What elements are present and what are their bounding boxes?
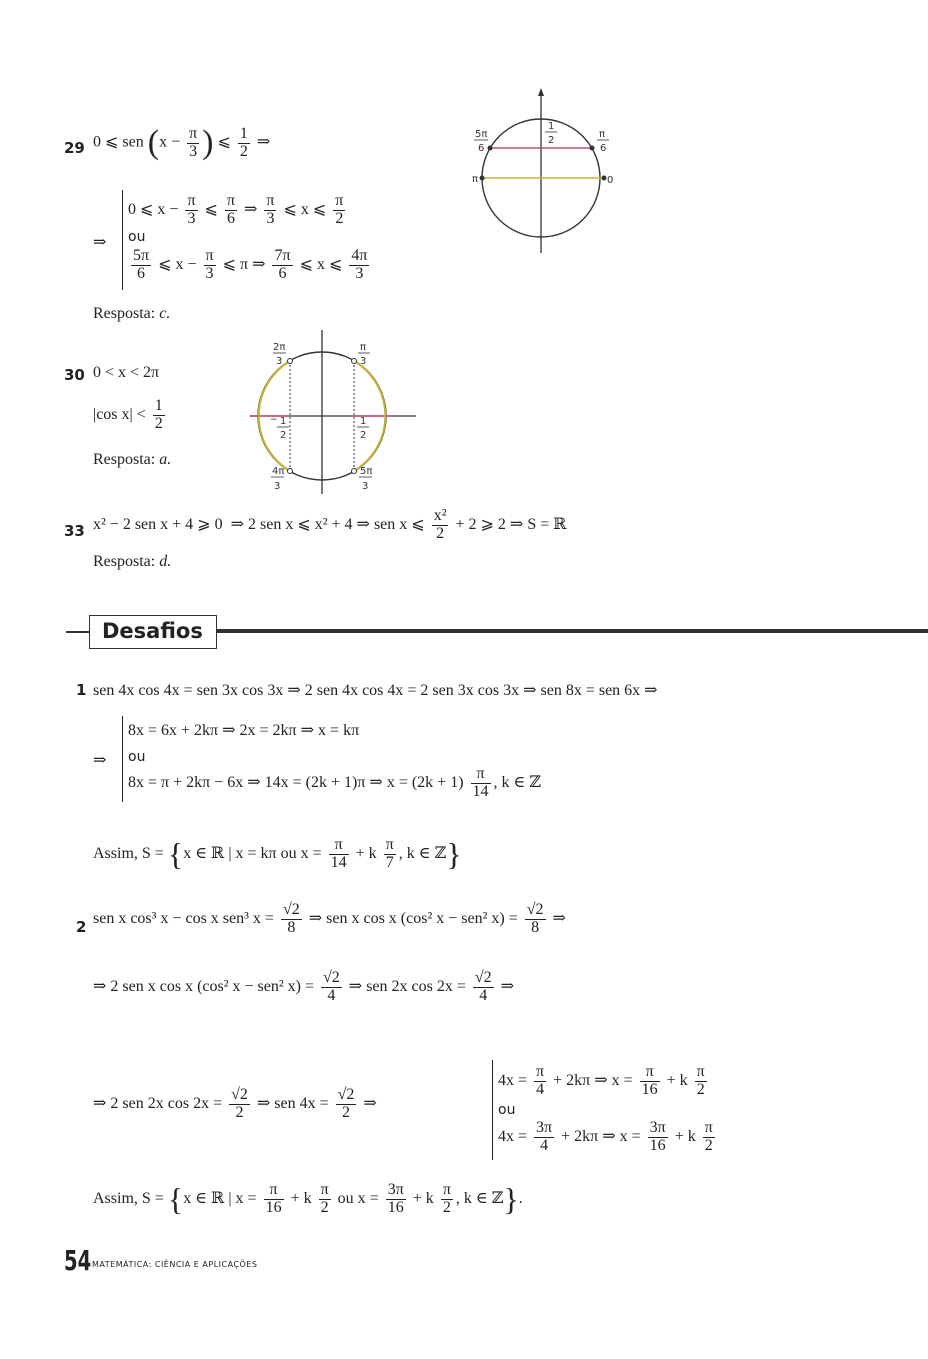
ex30-label-neg-half: − (270, 415, 278, 425)
ex29-brace (122, 190, 123, 290)
desafio1-implies: ⇒ (93, 752, 107, 769)
ex29-point-5pi6 (488, 146, 493, 151)
ex29-number: 29 (64, 139, 85, 157)
svg-text:3: 3 (276, 356, 283, 367)
desafio2-solution: Assim, S = {x ∈ ℝ | x = $\frac{\pi}{16}$ + k $\frac{\pi}{2}$ ou x = $\frac{3\pi}{16}$ + k $\frac{\pi}{2}$ , k ∈ ℤ}. (93, 1181, 523, 1217)
svg-text:2: 2 (280, 430, 287, 441)
desafio2-ou: ou (498, 1102, 516, 1118)
ex29-label-pi6: π (599, 129, 606, 140)
ex30-label-half: 1 (360, 416, 367, 427)
svg-text:3: 3 (362, 481, 369, 492)
ex33-line1: x² − 2 sen x + 4 ⩾ 0 ⇒ 2 sen x ⩽ x² + 4 ⇒ sen x ⩽ $\frac{\text{x²}}{2}$ + 2 ⩾ 2 ⇒ S = ℝ (93, 507, 567, 542)
desafio2-brace (492, 1060, 493, 1160)
svg-text:3: 3 (360, 356, 367, 367)
desafio1-ou: ou (128, 749, 146, 765)
book-title: MATEMÁTICA: CIÊNCIA E APLICAÇÕES (92, 1260, 258, 1269)
ex30-label-pi3: π (360, 342, 367, 353)
ex29-unit-circle (465, 85, 625, 255)
ex30-label-4pi3: 4π (272, 466, 285, 477)
ex29-point-pi6 (590, 146, 595, 151)
section-title: Desafios (102, 619, 203, 643)
header-rule-left (66, 631, 90, 633)
ex29-label-0: 0 (607, 175, 614, 186)
svg-text:2: 2 (360, 430, 367, 441)
svg-text:2: 2 (548, 135, 555, 146)
ex29-label-pi: π (472, 174, 479, 185)
desafio1-line1: sen 4x cos 4x = sen 3x cos 3x ⇒ 2 sen 4x cos 4x = 2 sen 3x cos 3x ⇒ sen 8x = sen 6x ⇒ (93, 682, 658, 699)
header-rule-right (217, 629, 928, 633)
ex29-label-half: 1 (548, 121, 555, 132)
ex29-implies: ⇒ (93, 234, 107, 251)
desafio1-case1: 8x = 6x + 2kπ ⇒ 2x = 2kπ ⇒ x = kπ (128, 722, 360, 739)
desafio2-case1: 4x = $\frac{\pi}{4}$ + 2kπ ⇒ x = $\frac{\pi}{16}$ + k $\frac{\pi}{2}$ (498, 1063, 705, 1098)
ex29-point-0 (602, 176, 607, 181)
ex29-case1: 0 ⩽ x − $\frac{\pi}{3}$ ⩽ $\frac{\pi}{6}$ ⇒ $\frac{\pi}{3}$ ⩽ x ⩽ $\frac{\pi}{2}$ (128, 192, 344, 227)
ex29-label-5pi6: 5π (475, 129, 488, 140)
svg-text:6: 6 (600, 143, 607, 154)
section-title-box (89, 615, 217, 649)
ex30-line2: |cos x| < $\frac{1}{2}$ (93, 397, 163, 432)
ex29-ou: ou (128, 229, 146, 245)
desafio1-solution: Assim, S = {x ∈ ℝ | x = kπ ou x = $\frac{\pi}{14}$ + k $\frac{\pi}{7}$ , k ∈ ℤ} (93, 836, 462, 872)
desafio2-case2: 4x = $\frac{3\pi}{4}$ + 2kπ ⇒ x = $\frac{3\pi}{16}$ + k $\frac{\pi}{2}$ (498, 1119, 713, 1154)
svg-text:3: 3 (274, 481, 281, 492)
page-number: 54 (64, 1244, 92, 1277)
ex29-case2: $\frac{5\pi}{6}$ ⩽ x − $\frac{\pi}{3}$ ⩽ π ⇒ $\frac{7\pi}{6}$ ⩽ x ⩽ $\frac{4\pi}{3}$ (133, 247, 368, 282)
ex33-number: 33 (64, 522, 85, 540)
svg-text:6: 6 (478, 143, 485, 154)
ex30-label-5pi3: 5π (360, 466, 373, 477)
desafio1-number: 1 (76, 681, 87, 699)
svg-text:1: 1 (280, 416, 287, 427)
ex30-number: 30 (64, 366, 85, 384)
ex30-line1: 0 < x < 2π (93, 364, 160, 381)
ex33-answer: Resposta: d. (93, 553, 172, 570)
desafio1-case2: 8x = π + 2kπ − 6x ⇒ 14x = (2k + 1)π ⇒ x = (2k + 1) $\frac{\pi}{14}$ , k ∈ ℤ (128, 765, 542, 800)
desafio2-line3: ⇒ 2 sen 2x cos 2x = $\frac{√2}{2}$ ⇒ sen 4x = $\frac{√2}{2}$ ⇒ (93, 1086, 377, 1121)
ex29-arrow-icon (538, 88, 544, 96)
ex30-answer: Resposta: a. (93, 451, 172, 468)
ex29-line1: 0 ⩽ sen (x − $\frac{\pi}{3}$ ) ⩽ $\frac{1}{2}$ ⇒ (93, 124, 271, 161)
ex29-answer: Resposta: c. (93, 305, 171, 322)
ex30-label-2pi3: 2π (273, 342, 286, 353)
desafio1-brace (122, 716, 123, 802)
desafio2-line2: ⇒ 2 sen x cos x (cos² x − sen² x) = $\frac{√2}{4}$ ⇒ sen 2x cos 2x = $\frac{√2}{4}$ ⇒ (93, 969, 515, 1004)
ex30-unit-circle (240, 328, 425, 498)
desafio2-number: 2 (76, 918, 87, 936)
desafio2-line1: sen x cos³ x − cos x sen³ x = $\frac{√2}{8}$ ⇒ sen x cos x (cos² x − sen² x) = $\frac{√2}{8}$ ⇒ (93, 901, 566, 936)
ex29-point-pi (480, 176, 485, 181)
